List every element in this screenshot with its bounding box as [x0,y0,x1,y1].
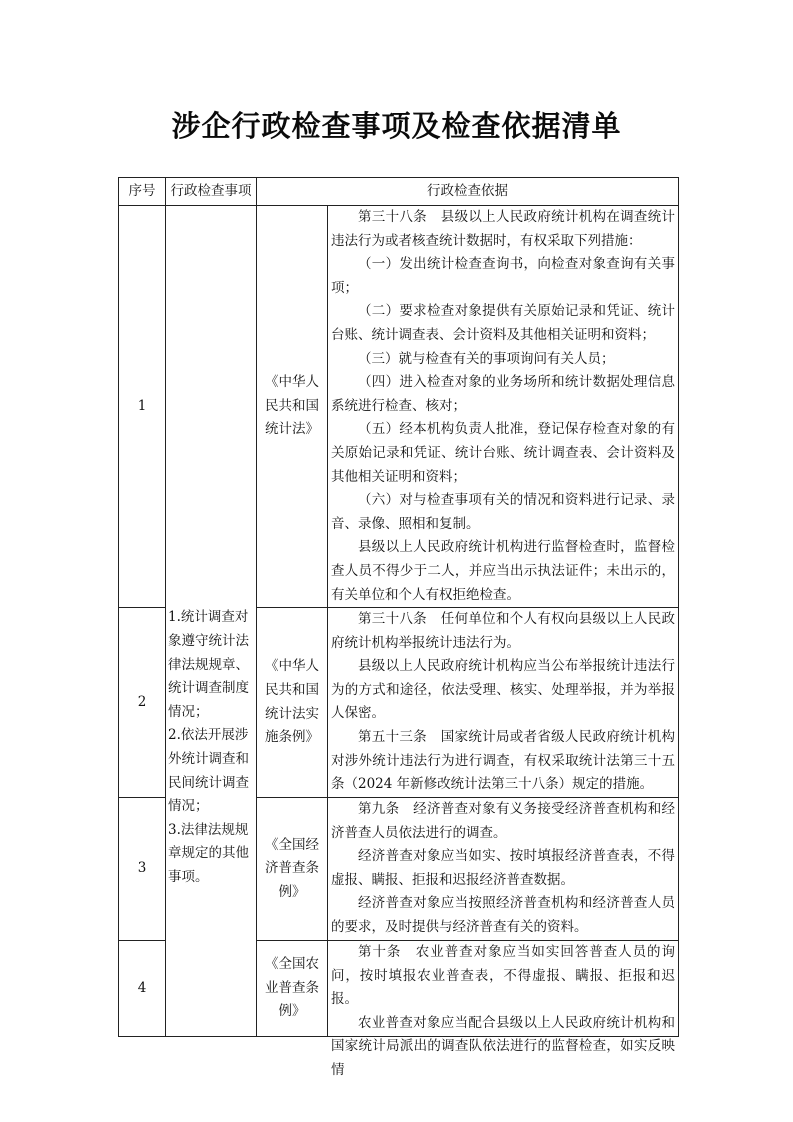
document-title: 涉企行政检查事项及检查依据清单 [171,109,622,143]
row-index: 1 [119,206,166,608]
header-index: 序号 [119,178,166,206]
inspection-list-table [118,177,679,1079]
law-name: 《中华人民共和国统计法实施条例》 [257,608,328,798]
law-name: 《全国经济普查条例》 [257,798,328,941]
basis-paragraph: 经济普查对象应当如实、按时填报经济普查表，不得虚报、瞒报、拒报和迟报经济普查数据。 [331,848,675,888]
basis-cell [328,206,679,608]
basis-paragraph: （一）发出统计检查查询书，向检查对象查询有关事项； [331,256,675,296]
basis-paragraph: （五）经本机构负责人批准，登记保存检查对象的有关原始记录和凭证、统计台账、统计调查表、会计资料及其他相关证明和资料； [331,421,675,485]
inspection-item: 3.法律法规规章规定的其他事项。 [168,821,249,886]
basis-paragraph: 第三十八条 任何单位和个人有权向县级以上人民政府统计机构举报统计违法行为。 [331,611,675,651]
inspection-item: 2.依法开展涉外统计调查和民间统计调查情况； [168,727,249,815]
basis-paragraph: （二）要求检查对象提供有关原始记录和凭证、统计台账、统计调查表、会计资料及其他相关证明和资料； [331,303,675,343]
basis-paragraph: 县级以上人民政府统计机构应当公布举报统计违法行为的方式和途径，依法受理、核实、处理举报，并为举报人保密。 [331,658,675,722]
basis-paragraph: 农业普查对象应当配合县级以上人民政府统计机构和国家统计局派出的调查队依法进行的监督检查，如实反映情 [331,1014,675,1079]
basis-paragraph: 第十条 农业普查对象应当如实回答普查人员的询问，按时填报农业普查表，不得虚报、瞒报、拒报和迟报。 [331,944,675,1008]
basis-paragraph: 经济普查对象应当按照经济普查机构和经济普查人员的要求，及时提供与经济普查有关的资料。 [331,895,675,936]
header-basis: 行政检查依据 [257,178,679,206]
law-name: 《中华人民共和国统计法》 [257,206,328,608]
basis-cell [328,798,679,941]
row-index: 2 [119,608,166,798]
basis-paragraph: 县级以上人民政府统计机构进行监督检查时，监督检查人员不得少于二人，并应当出示执法证件；未出示的，有关单位和个人有权拒绝检查。 [331,539,675,603]
inspection-item: 1.统计调查对象遵守统计法律法规规章、统计调查制度情况； [168,609,249,720]
row-index: 4 [119,941,166,1037]
basis-paragraph: （四）进入检查对象的业务场所和统计数据处理信息系统进行检查、核对； [331,374,675,414]
header-item: 行政检查事项 [166,178,257,206]
table-row [119,206,679,608]
basis-cell [328,941,679,1079]
row-index: 3 [119,798,166,941]
basis-paragraph: 第九条 经济普查对象有义务接受经济普查机构和经济普查人员依法进行的调查。 [331,801,675,841]
inspection-items-cell [166,206,257,1037]
basis-paragraph: （三）就与检查有关的事项询问有关人员； [358,350,615,367]
law-name: 《全国农业普查条例》 [257,941,328,1037]
table-header-row [119,178,679,206]
basis-paragraph: 第三十八条 县级以上人民政府统计机构在调查统计违法行为或者核查统计数据时，有权采取下列措施： [331,209,675,249]
basis-paragraph: 第五十三条 国家统计局或者省级人民政府统计机构对涉外统计违法行为进行调查，有权采取统计法第三十五条（2024 年新修改统计法第三十八条）规定的措施。 [331,729,675,793]
basis-paragraph: （六）对与检查事项有关的情况和资料进行记录、录音、录像、照相和复制。 [331,492,675,532]
basis-cell [328,608,679,798]
